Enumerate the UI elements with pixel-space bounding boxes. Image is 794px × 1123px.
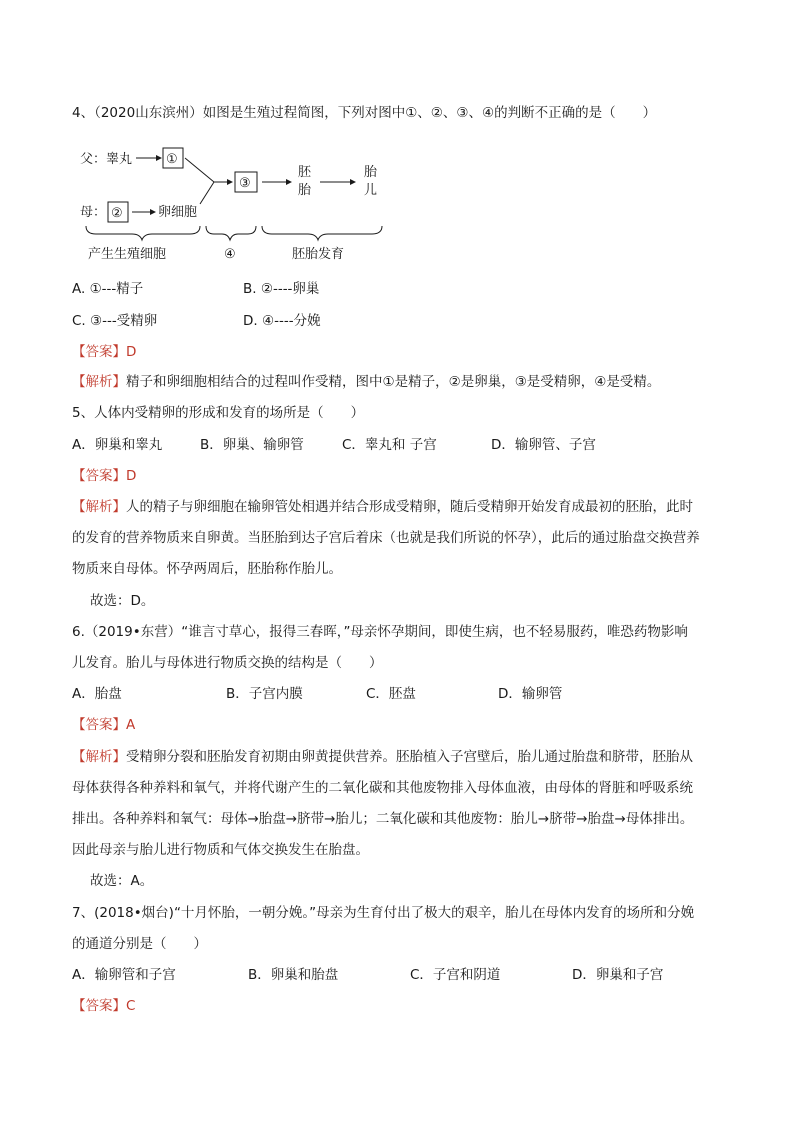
q6-analysis-line-1 xyxy=(72,747,693,767)
q6-option-d[interactable]: D．输卵管 xyxy=(498,686,563,702)
reproduction-diagram xyxy=(72,138,402,268)
embryo-char-1: 胚 xyxy=(298,165,312,180)
arrowhead-fetus xyxy=(350,179,356,185)
fetus-char-1: 胎 xyxy=(364,165,378,180)
q7-answer-value: C xyxy=(126,998,136,1014)
q6-analysis-line-4: 因此母亲与胎儿进行物质和气体交换发生在胎盘。 xyxy=(72,842,369,858)
arrowhead-embryo xyxy=(286,179,292,185)
embryo-char-2: 胎 xyxy=(298,183,312,198)
brace-1 xyxy=(86,226,200,240)
q5-analysis-text-1: 人的精子与卵细胞在输卵管处相遇并结合形成受精卵，随后受精卵开始发育成最初的胚胎，此时 xyxy=(126,499,693,515)
arrowhead-mother xyxy=(150,209,156,215)
line-from-sperm xyxy=(185,158,214,182)
q4-analysis xyxy=(72,372,660,392)
q4-option-d[interactable]: D. ④----分娩 xyxy=(243,313,321,329)
line-from-egg xyxy=(200,182,214,204)
brace-3-label: 胚胎发育 xyxy=(292,247,345,262)
brace-3 xyxy=(262,226,382,240)
arrowhead-father xyxy=(156,155,162,161)
q6-analysis-tag: 【解析】 xyxy=(72,749,126,765)
q6-analysis-line-2: 母体获得各种养料和氧气，并将代谢产生的二氧化碳和其他废物排入母体血液，由母体的肾脏和呼吸系统 xyxy=(72,780,693,796)
q7-option-b[interactable]: B．卵巢和胎盘 xyxy=(248,967,339,983)
q5-answer-value: D xyxy=(126,468,137,484)
q6-conclusion: 故选：A。 xyxy=(90,873,154,889)
q6-option-a[interactable]: A．胎盘 xyxy=(72,686,122,702)
q4-option-b[interactable]: B. ②----卵巢 xyxy=(243,281,320,297)
q5-stem: 5、人体内受精卵的形成和发育的场所是（ ） xyxy=(72,405,365,421)
q6-answer-tag: 【答案】 xyxy=(72,717,126,733)
brace-2-label: ④ xyxy=(224,247,236,262)
q7-stem-line-1: 7、(2018•烟台)“十月怀胎，一朝分娩。”母亲为生育付出了极大的艰辛，胎儿在母体内发育的场所和分娩 xyxy=(72,905,695,921)
box-3-label: ③ xyxy=(239,176,251,191)
q5-analysis-tag: 【解析】 xyxy=(72,499,126,515)
diagram-mother-label: 母： xyxy=(80,205,107,220)
q5-option-b[interactable]: B．卵巢、输卵管 xyxy=(200,437,304,453)
q5-conclusion: 故选：D。 xyxy=(90,593,155,609)
q6-answer-value: A xyxy=(126,717,136,733)
q4-answer xyxy=(72,342,136,362)
q6-stem-line-2: 儿发育。胎儿与母体进行物质交换的结构是（ ） xyxy=(72,655,383,671)
arrowhead-zygote xyxy=(227,179,233,185)
box-1-label: ① xyxy=(166,152,178,167)
brace-2 xyxy=(206,226,256,240)
box-2-label: ② xyxy=(111,206,123,221)
q6-stem-line-1: 6.（2019•东营）“谁言寸草心，报得三春晖，”母亲怀孕期间，即使生病，也不轻易服药，唯恐药物影响 xyxy=(72,624,688,640)
diagram-father-label: 父：睾丸 xyxy=(80,152,133,167)
q4-answer-tag: 【答案】 xyxy=(72,344,126,360)
q4-option-a[interactable]: A. ①---精子 xyxy=(72,281,144,297)
q5-analysis-line-3: 物质来自母体。怀孕两周后，胚胎称作胎儿。 xyxy=(72,561,342,577)
q4-analysis-text: 精子和卵细胞相结合的过程叫作受精，图中①是精子，②是卵巢，③是受精卵，④是受精。 xyxy=(126,374,661,390)
q6-option-c[interactable]: C．胚盘 xyxy=(366,686,416,702)
q4-stem: 4、（2020山东滨州）如图是生殖过程简图，下列对图中①、②、③、④的判断不正确的是（ ） xyxy=(72,105,657,121)
q5-option-c[interactable]: C．睾丸和 子宫 xyxy=(342,437,437,453)
q4-analysis-tag: 【解析】 xyxy=(72,374,126,390)
q6-analysis-text-1: 受精卵分裂和胚胎发育初期由卵黄提供营养。胚胎植入子宫壁后，胎儿通过胎盘和脐带，胚胎从 xyxy=(126,749,693,765)
q7-option-c[interactable]: C．子宫和阴道 xyxy=(410,967,501,983)
q5-analysis-line-1 xyxy=(72,497,693,517)
q5-answer-tag: 【答案】 xyxy=(72,468,126,484)
diagram-egg-label: 卵细胞 xyxy=(158,205,198,220)
q7-option-a[interactable]: A．输卵管和子宫 xyxy=(72,967,176,983)
brace-1-label: 产生生殖细胞 xyxy=(88,247,167,262)
q4-answer-value: D xyxy=(126,344,137,360)
q7-answer-tag: 【答案】 xyxy=(72,998,126,1014)
q5-option-d[interactable]: D．输卵管、子宫 xyxy=(491,437,596,453)
q7-option-d[interactable]: D．卵巢和子宫 xyxy=(572,967,664,983)
q5-option-a[interactable]: A．卵巢和睾丸 xyxy=(72,437,163,453)
q6-answer xyxy=(72,715,135,735)
q5-answer xyxy=(72,466,136,486)
fetus-char-2: 儿 xyxy=(364,183,378,198)
q6-option-b[interactable]: B．子宫内膜 xyxy=(226,686,303,702)
q7-answer xyxy=(72,996,135,1016)
q4-option-c[interactable]: C. ③---受精卵 xyxy=(72,313,158,329)
q6-analysis-line-3: 排出。各种养料和氧气：母体→胎盘→脐带→胎儿；二氧化碳和其他废物：胎儿→脐带→胎盘→母体排出。 xyxy=(72,811,694,827)
q5-analysis-line-2: 的发育的营养物质来自卵黄。当胚胎到达子宫后着床（也就是我们所说的怀孕），此后的通过胎盘交换营养 xyxy=(72,530,700,546)
q7-stem-line-2: 的通道分别是（ ） xyxy=(72,936,207,952)
